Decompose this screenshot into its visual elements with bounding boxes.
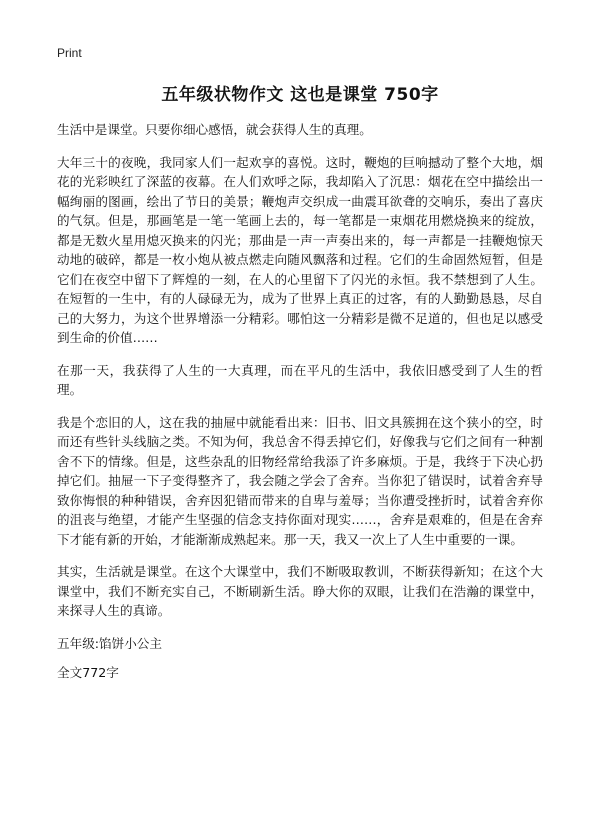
- paragraph-drawer: 我是个恋旧的人，这在我的抽屉中就能看出来：旧书、旧文具簇拥在这个狭小的空，时而还有些针头线脑之类。不知为何，我总舍不得丢掉它们，好像我与它们之间有一种割舍不下的情缘。但是，这些杂乱的旧物经常给我添了许多麻烦。于是，我终于下决心扔掉它们。抽屉一下子变得整齐了，我会随之学会了舍弃。当你犯了错误时，试着舍弃导致你悔恨的种种错误，舍弃因犯错而带来的自卑与羞辱；当你遭受挫折时，试着舍弃你的沮丧与绝望，才能产生坚强的信念支持你面对现实……，舍弃是艰难的，但是在舍弃下才能有新的开始，才能渐渐成熟起来。那一天，我又一次上了人生中重要的一课。: [57, 414, 543, 547]
- word-count: 全文772字: [57, 665, 119, 680]
- print-link[interactable]: Print: [57, 46, 82, 60]
- author-line: 五年级:馅饼小公主: [57, 635, 162, 651]
- paragraph-conclusion: 其实，生活就是课堂。在这个大课堂中，我们不断吸取教训，不断获得新知；在这个大课堂中，我们不断充实自己，不断刷新生活。睁大你的双眼，让我们在浩瀚的课堂中，来探寻人生的真谛。: [57, 564, 543, 618]
- paragraph-intro: 生活中是课堂。只要你细心感悟，就会获得人生的真理。: [57, 122, 372, 137]
- article-title: 五年级状物作文 这也是课堂 750字: [161, 85, 439, 105]
- paragraph-truth: 在那一天，我获得了人生的一大真理，而在平凡的生活中，我依旧感受到了人生的哲理。: [57, 362, 543, 397]
- paragraph-fireworks: 大年三十的夜晚，我同家人们一起欢享的喜悦。这时，鞭炮的巨响撼动了整个大地，烟花的光彩映红了深蓝的夜幕。在人们欢呼之际，我却陷入了沉思：烟花在空中描绘出一幅绚丽的图画，绘出了节日的美景；鞭炮声交织成一曲震耳欲聋的交响乐，奏出了喜庆的气氛。但是，那画笔是一笔一笔画上去的，每一笔都是一束烟花用燃烧换来的绽放，都是无数火星用熄灭换来的闪光；那曲是一声一声奏出来的，每一声都是一挂鞭炮惊天动地的破碎，都是一枚小炮从被点燃走向随风飘落和过程。它们的生命固然短暂，但是它们在夜空中留下了辉煌的一刻，在人的心里留下了闪光的永恒。我不禁想到了人生。在短暂的一生中，有的人碌碌无为，成为了世界上真正的过客，有的人勤勤恳恳，尽自己的大努力，为这个世界增添一分精彩。哪怕这一分精彩是微不足道的，但也足以感受到生命的价值……: [57, 154, 543, 345]
- article-body: [57, 120, 543, 693]
